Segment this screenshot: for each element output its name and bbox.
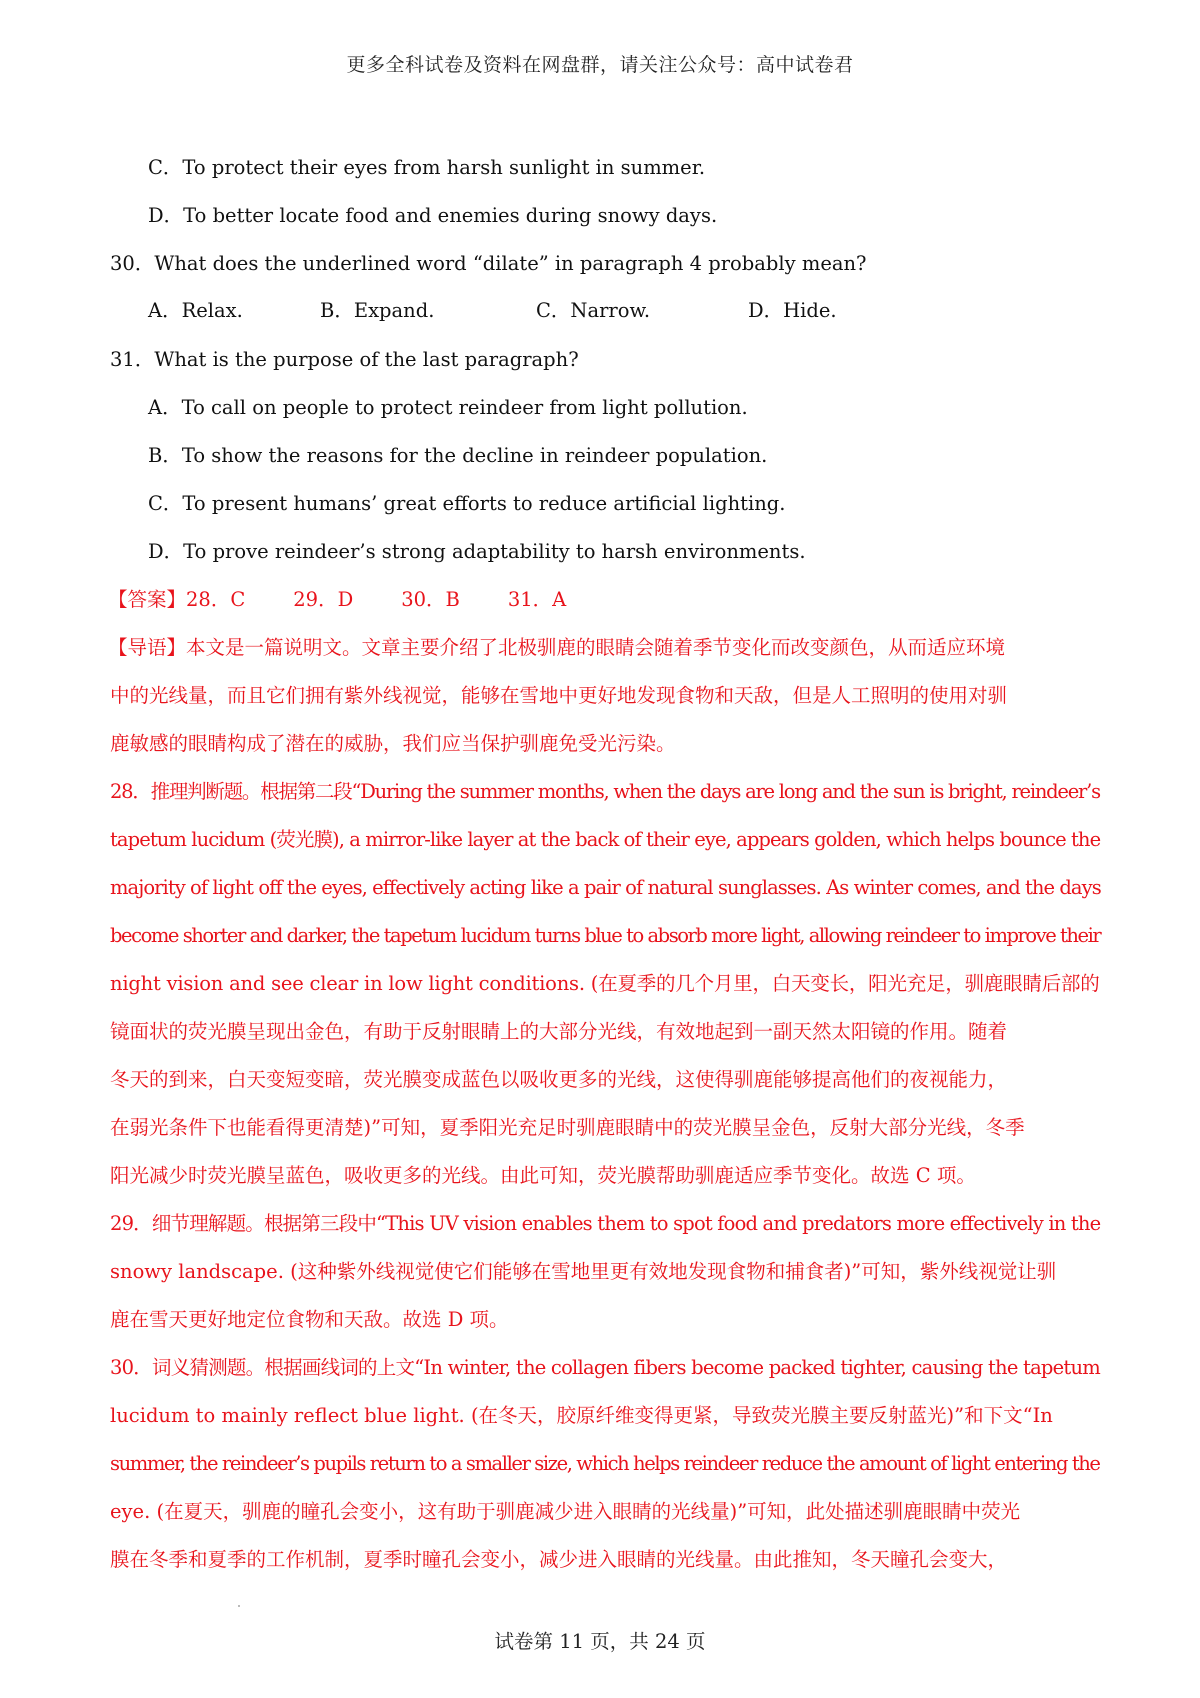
explanation-line: tapetum lucidum (荧光膜), a mirror-like layer at the back of their eye, appears golden, which helps bounce the (110, 828, 1101, 851)
explanation-line: 膜在冬季和夏季的工作机制，夏季时瞳孔会变小，减少进入眼睛的光线量。由此推知，冬天瞳孔会变大， (110, 1548, 1008, 1571)
explanation-line: 中的光线量，而且它们拥有紫外线视觉，能够在雪地中更好地发现食物和天敌，但是人工照明的使用对驯 (110, 684, 1008, 707)
explanation-line: 30．词义猜测题。根据画线词的上文“In winter, the collagen fibers become packed tighter, causing the tapetum (110, 1356, 1100, 1379)
answer-30: 30．B (401, 588, 460, 611)
q31-option-d: D．To prove reindeer’s strong adaptability to harsh environments. (148, 540, 806, 563)
explanation-line: 鹿敏感的眼睛构成了潜在的威胁，我们应当保护驯鹿免受光污染。 (110, 732, 676, 755)
question-30: 30．What does the underlined word “dilate” in paragraph 4 probably mean? (110, 252, 867, 275)
stray-dot (238, 1605, 240, 1607)
explanation-line: 冬天的到来，白天变短变暗，荧光膜变成蓝色以吸收更多的光线，这使得驯鹿能够提高他们的夜视能力， (110, 1068, 1008, 1091)
q29-option-d: D．To better locate food and enemies during snowy days. (148, 204, 718, 227)
explanation-line: 在弱光条件下也能看得更清楚)”可知，夏季阳光充足时驯鹿眼睛中的荧光膜呈金色，反射大部分光线，冬季 (110, 1116, 1025, 1139)
q30-option-d: D．Hide. (748, 299, 837, 322)
explanation-line: majority of light off the eyes, effectively acting like a pair of natural sunglasses. As winter comes, and the days (110, 876, 1101, 899)
explanation-line: 鹿在雪天更好地定位食物和天敌。故选 D 项。 (110, 1308, 509, 1331)
explanation-line: 【导语】本文是一篇说明文。文章主要介绍了北极驯鹿的眼睛会随着季节变化而改变颜色，从而适应环境 (108, 636, 1006, 659)
explanation-line: snowy landscape. (这种紫外线视觉使它们能够在雪地里更有效地发现食物和捕食者)”可知，紫外线视觉让驯 (110, 1260, 1057, 1283)
answer-label: 【答案】 (108, 588, 187, 611)
q30-option-b: B．Expand. (320, 299, 435, 322)
answer-29: 29．D (293, 588, 354, 611)
q31-option-c: C．To present humans’ great efforts to reduce artificial lighting. (148, 492, 786, 515)
page-footer: 试卷第 11 页，共 24 页 (494, 1630, 706, 1653)
answer-line (108, 586, 566, 614)
explanation-line: 镜面状的荧光膜呈现出金色，有助于反射眼睛上的大部分光线，有效地起到一副天然太阳镜的作用。随着 (110, 1020, 1008, 1043)
question-31: 31．What is the purpose of the last paragraph? (110, 348, 579, 371)
explanation-line: night vision and see clear in low light conditions. (在夏季的几个月里，白天变长，阳光充足，驯鹿眼睛后部的 (110, 972, 1100, 995)
answer-31: 31．A (507, 588, 567, 611)
q31-option-a: A．To call on people to protect reindeer from light pollution. (148, 396, 748, 419)
explanation-line: lucidum to mainly reflect blue light. (在冬天，胶原纤维变得更紧，导致荧光膜主要反射蓝光)”和下文“In (110, 1404, 1053, 1427)
q29-option-c: C．To protect their eyes from harsh sunlight in summer. (148, 156, 706, 179)
explanation-line: 28．推理判断题。根据第二段“During the summer months, when the days are long and the sun is bright, reindeer’s (110, 780, 1100, 803)
q30-options (148, 295, 948, 323)
q30-option-c: C．Narrow. (536, 299, 651, 322)
explanation-line: 29．细节理解题。根据第三段中“This UV vision enables them to spot food and predators more effectively in the (110, 1212, 1101, 1235)
q30-option-a: A．Relax. (148, 299, 243, 322)
explanation-line: 阳光减少时荧光膜呈蓝色，吸收更多的光线。由此可知，荧光膜帮助驯鹿适应季节变化。故选 C 项。 (110, 1164, 976, 1187)
explanation-line: summer, the reindeer’s pupils return to a smaller size, which helps reindeer reduce the amount of light entering the (110, 1452, 1100, 1475)
answer-28: 28．C (186, 588, 246, 611)
explanation-line: become shorter and darker, the tapetum lucidum turns blue to absorb more light, allowing reindeer to improve their (110, 924, 1101, 947)
q31-option-b: B．To show the reasons for the decline in reindeer population. (148, 444, 768, 467)
page-header: 更多全科试卷及资料在网盘群，请关注公众号：高中试卷君 (346, 54, 854, 76)
explanation-line: eye. (在夏天，驯鹿的瞳孔会变小，这有助于驯鹿减少进入眼睛的光线量)”可知，此处描述驯鹿眼睛中荧光 (110, 1500, 1021, 1523)
